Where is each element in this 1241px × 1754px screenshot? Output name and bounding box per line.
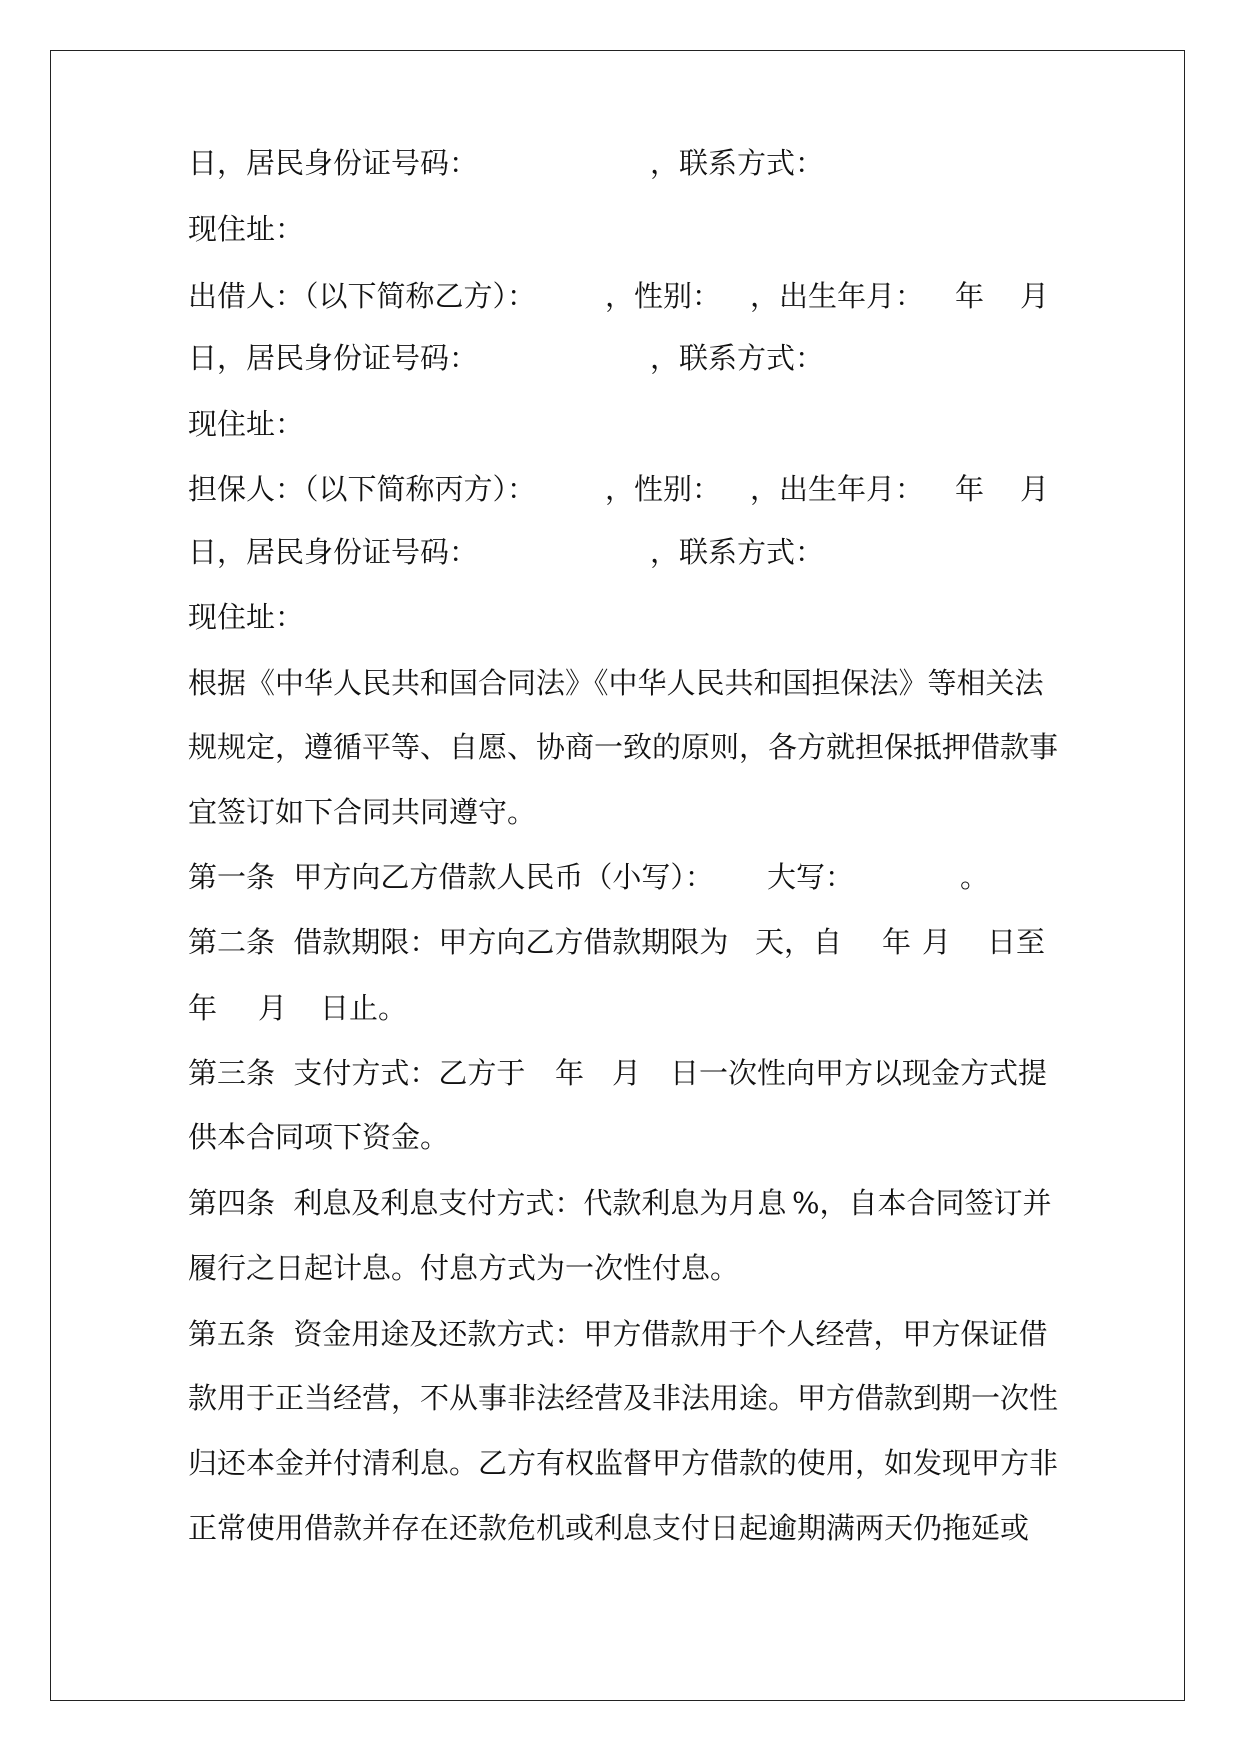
paragraph-line: 根据《中华人民共和国合同法》《中华人民共和国担保法》等相关法: [188, 666, 1044, 700]
text-line: 现住址：: [188, 600, 305, 634]
text-line: ，联系方式：: [650, 146, 825, 180]
text-line: 年: [882, 925, 912, 959]
text-line: %，自本合同签订并: [792, 1186, 1052, 1220]
text-line: 月: [612, 1056, 642, 1090]
text-line: ，性别：: [605, 279, 722, 313]
article-3: 第三条 支付方式：乙方于: [188, 1056, 526, 1090]
text-line: 大写：: [767, 860, 855, 894]
paragraph-line: 宜签订如下合同共同遵守。: [188, 795, 537, 829]
article-1: 第一条 甲方向乙方借款人民币（小写）：: [188, 860, 714, 894]
paragraph-line: 规规定，遵循平等、自愿、协商一致的原则，各方就担保抵押借款事: [188, 730, 1059, 764]
text-line: 履行之日起计息。付息方式为一次性付息。: [188, 1251, 740, 1285]
text-line: ，联系方式：: [650, 341, 825, 375]
text-line: 日，居民身份证号码：: [188, 341, 479, 375]
text-line: 担保人：（以下简称丙方）：: [188, 472, 537, 506]
text-line: 年: [955, 279, 985, 313]
text-line: 现住址：: [188, 212, 305, 246]
text-line: 出借人：（以下简称乙方）：: [188, 279, 537, 313]
text-line: 月: [1020, 279, 1050, 313]
article-2: 第二条 借款期限：甲方向乙方借款期限为: [188, 925, 729, 959]
text-line: 年: [555, 1056, 585, 1090]
text-line: 年: [955, 472, 985, 506]
text-line: 供本合同项下资金。: [188, 1120, 450, 1154]
text-line: 现住址：: [188, 407, 305, 441]
text-line: 日至: [987, 925, 1046, 959]
text-line: 天，自: [755, 925, 843, 959]
text-line: 。: [960, 860, 990, 894]
text-line: 日，居民身份证号码：: [188, 146, 479, 180]
text-line: 年: [188, 991, 218, 1025]
paragraph-line: 款用于正当经营，不从事非法经营及非法用途。甲方借款到期一次性: [188, 1381, 1059, 1415]
paragraph-line: 正常使用借款并存在还款危机或利息支付日起逾期满两天仍拖延或: [188, 1511, 1030, 1545]
text-line: ，联系方式：: [650, 535, 825, 569]
text-line: 月: [258, 991, 288, 1025]
text-line: 月: [922, 925, 952, 959]
text-line: 月: [1020, 472, 1050, 506]
text-line: 日止。: [320, 991, 408, 1025]
paragraph-line: 归还本金并付清利息。乙方有权监督甲方借款的使用，如发现甲方非: [188, 1446, 1059, 1480]
text-line: ，出生年月：: [750, 279, 925, 313]
article-4: 第四条 利息及利息支付方式：代款利息为月息: [188, 1186, 787, 1220]
article-5: 第五条 资金用途及还款方式：甲方借款用于个人经营，甲方保证借: [188, 1317, 1048, 1351]
text-line: ，出生年月：: [750, 472, 925, 506]
text-line: 日一次性向甲方以现金方式提: [670, 1056, 1048, 1090]
text-line: 日，居民身份证号码：: [188, 535, 479, 569]
text-line: ，性别：: [605, 472, 722, 506]
